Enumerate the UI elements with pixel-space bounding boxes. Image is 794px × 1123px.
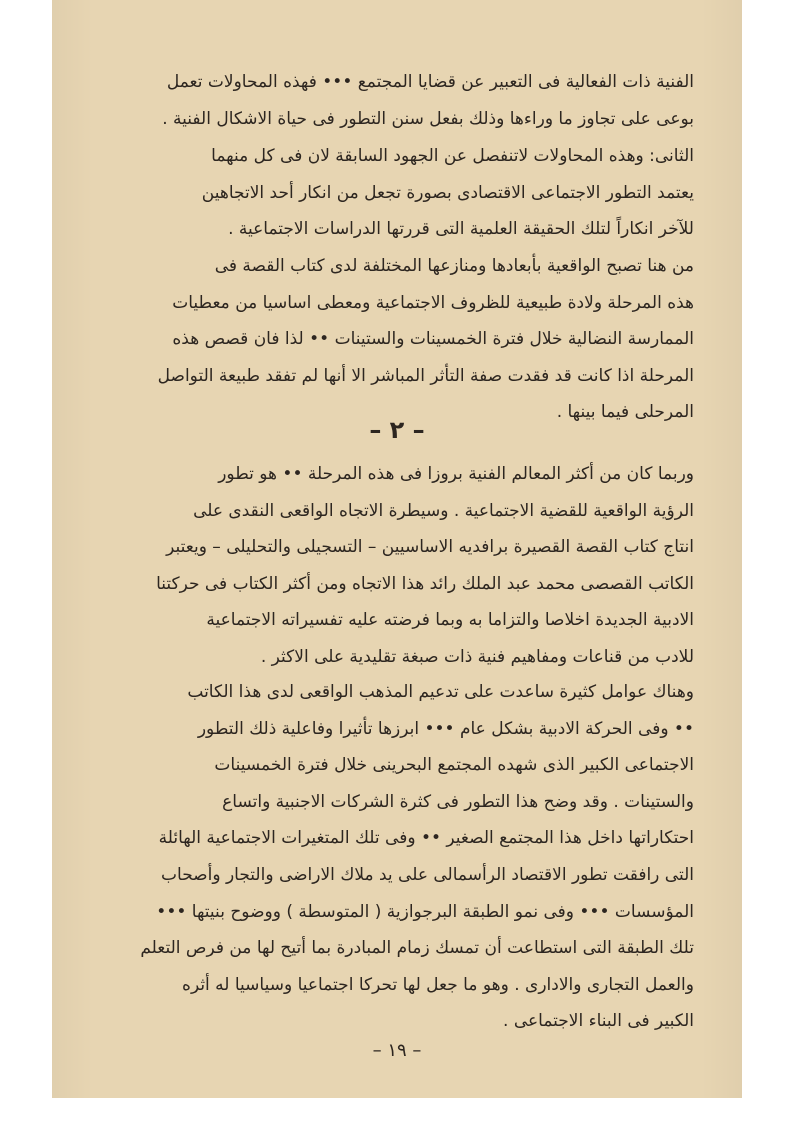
- text-line: المرحلى فيما بينها .: [556, 402, 694, 423]
- text-line: انتاج كتاب القصة القصيرة برافديه الاساسيين – التسجيلى والتحليلى – ويعتبر: [166, 537, 694, 558]
- paragraph-1: [108, 64, 694, 137]
- text-line: للآخر انكاراً لتلك الحقيقة العلمية التى قررتها الدراسات الاجتماعية .: [228, 219, 694, 240]
- text-line: وربما كان من أكثر المعالم الفنية بروزا فى هذه المرحلة •• هو تطور: [218, 464, 694, 484]
- text-line: للادب من قناعات ومفاهيم فنية ذات صبغة تقليدية على الاكثر .: [260, 646, 694, 667]
- text-line: تلك الطبقة التى استطاعت أن تمسك زمام المبادرة بما أتيح لها من فرص التعلم: [140, 938, 694, 959]
- text-line: الممارسة النضالية خلال فترة الخمسينات والستينات •• لذا فان قصص هذه: [172, 329, 694, 350]
- text-line: هذه المرحلة ولادة طبيعية للظروف الاجتماعية ومعطى اساسيا من معطيات: [172, 292, 694, 313]
- text-line: يعتمد التطور الاجتماعى الاقتصادى بصورة تجعل من انكار أحد الاتجاهين: [201, 182, 694, 203]
- text-line: وهناك عوامل كثيرة ساعدت على تدعيم المذهب الواقعى لدى هذا الكاتب: [187, 682, 694, 702]
- section-heading: – ٢ –: [369, 416, 425, 444]
- text-line: الرؤية الواقعية للقضية الاجتماعية . وسيطرة الاتجاه الواقعى النقدى على: [193, 500, 694, 521]
- text-line: المؤسسات ••• وفى نمو الطبقة البرجوازية ( المتوسطة ) ووضوح بنيتها •••: [156, 901, 694, 922]
- text-line: التى رافقت تطور الاقتصاد الرأسمالى على يد ملاك الاراضى والتجار وأصحاب: [161, 864, 694, 885]
- text-line: من هنا تصبح الواقعية بأبعادها ومنازعها المختلفة لدى كتاب القصة فى: [214, 256, 694, 276]
- paragraph-2: [108, 138, 694, 248]
- text-line: الادبية الجديدة اخلاصا والتزاما به وبما فرضته عليه تفسيراته الاجتماعية: [206, 610, 694, 631]
- text-line: الثانى: وهذه المحاولات لاتنفصل عن الجهود السابقة لان فى كل منهما: [211, 146, 694, 166]
- text-line: احتكاراتها داخل هذا المجتمع الصغير •• وفى تلك المتغيرات الاجتماعية الهائلة: [158, 828, 694, 849]
- text-line: الكاتب القصصى محمد عبد الملك رائد هذا الاتجاه ومن أكثر الكتاب فى حركتنا: [156, 573, 694, 594]
- page-number: – ١٩ –: [372, 1040, 422, 1061]
- paragraph-3: [108, 248, 694, 431]
- text-line: المرحلة اذا كانت قد فقدت صفة التأثر المباشر الا أنها لم تفقد طبيعة التواصل: [157, 365, 694, 386]
- text-line: والستينات . وقد وضح هذا التطور فى كثرة الشركات الاجنبية واتساع: [222, 791, 694, 812]
- text-line: •• وفى الحركة الادبية بشكل عام ••• ابرزها تأثيرا وفاعلية ذلك التطور: [197, 718, 694, 739]
- text-line: والعمل التجارى والادارى . وهو ما جعل لها تحركا اجتماعيا وسياسيا له أثره: [182, 974, 694, 995]
- paragraph-4: [108, 456, 694, 676]
- text-line: الاجتماعى الكبير الذى شهده المجتمع البحرينى خلال فترة الخمسينات: [214, 755, 694, 776]
- paragraph-5: [108, 674, 694, 1040]
- text-line: بوعى على تجاوز ما وراءها وذلك بفعل سنن التطور فى حياة الاشكال الفنية .: [162, 108, 694, 129]
- scanned-page: [52, 0, 742, 1098]
- text-line: الفنية ذات الفعالية فى التعبير عن قضايا المجتمع ••• فهذه المحاولات تعمل: [166, 72, 694, 92]
- text-line: الكبير فى البناء الاجتماعى .: [503, 1011, 694, 1032]
